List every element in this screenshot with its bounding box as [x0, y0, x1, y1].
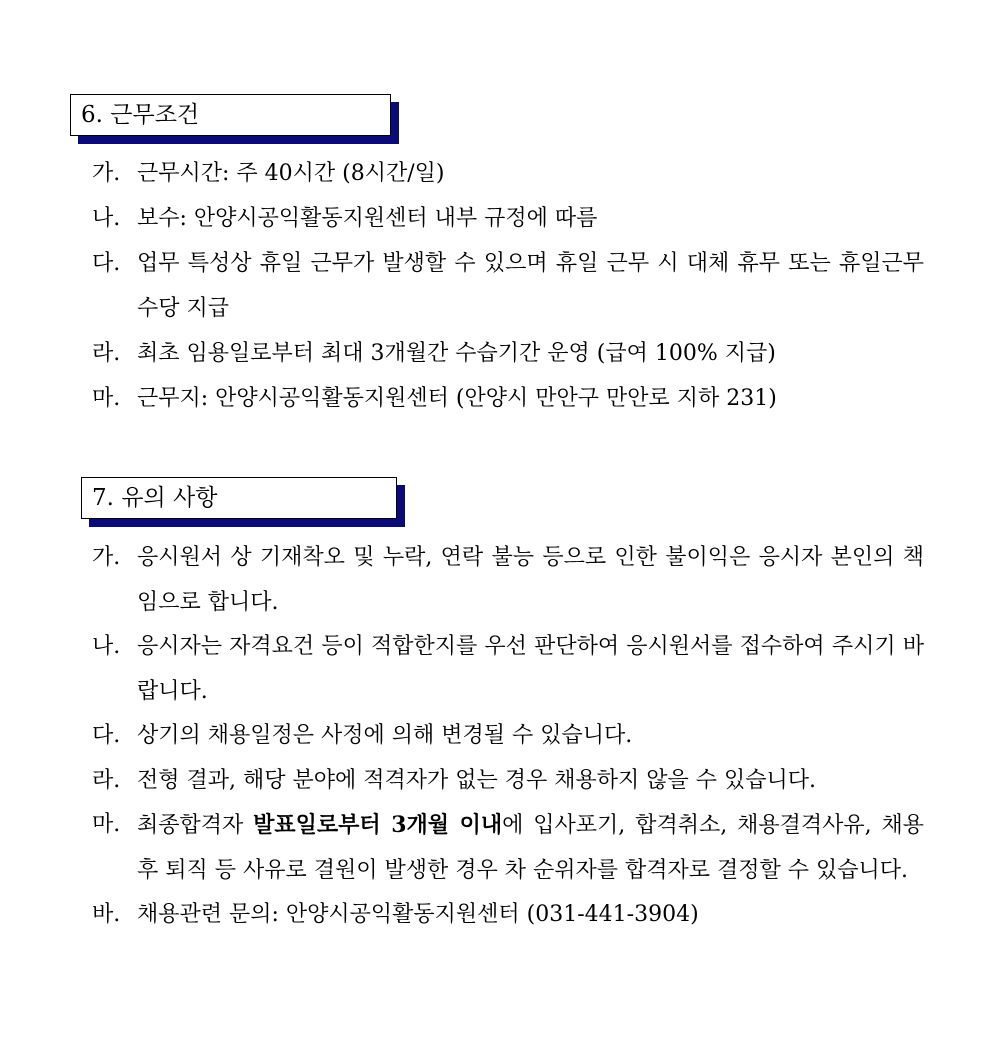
list-item-text: 전형 결과, 해당 분야에 적격자가 없는 경우 채용하지 않을 수 있습니다.	[137, 767, 816, 793]
list-item-text: 상기의 채용일정은 사정에 의해 변경될 수 있습니다.	[137, 723, 633, 748]
list-item-text-post: 에 입사포기, 합격취소, 채용결격사유, 채용 후 퇴직 등 사유로 결원이 발생한 경우 차 순위자를 합격자로 결정할 수 있습니다.	[137, 813, 924, 883]
list-item	[92, 376, 924, 421]
list-marker: 가.	[92, 161, 121, 186]
list-marker: 가.	[92, 545, 121, 570]
list-item-text	[92, 803, 924, 893]
list-item-text: 근무지: 안양시공익활동지원센터 (안양시 만안구 만안로 지하 231)	[137, 386, 777, 411]
list-item-text: 응시자는 자격요건 등이 적합한지를 우선 판단하여 응시원서를 접수하여 주시기 바랍니다.	[137, 634, 924, 704]
section-6-title: 6. 근무조건	[81, 102, 200, 128]
list-item	[92, 803, 924, 893]
list-item	[92, 241, 924, 331]
list-item	[92, 893, 924, 938]
list-item-text: 근무시간: 주 40시간 (8시간/일)	[137, 161, 445, 186]
list-item-text: 응시원서 상 기재착오 및 누락, 연락 불능 등으로 인한 불이익은 응시자 본인의 책임으로 합니다.	[137, 545, 924, 615]
list-marker: 나.	[92, 206, 121, 231]
list-item	[92, 151, 924, 196]
list-marker: 마.	[92, 386, 121, 411]
list-marker: 바.	[92, 902, 121, 927]
list-marker: 다.	[92, 251, 121, 276]
section-6-list	[92, 151, 924, 421]
list-marker: 나.	[92, 634, 121, 659]
list-item	[92, 331, 924, 376]
list-item-text-pre: 최종합격자	[137, 813, 254, 838]
list-marker: 라.	[92, 767, 121, 793]
emphasis-text: 발표일로부터 3개월 이내	[253, 812, 503, 838]
section-7-title: 7. 유의 사항	[92, 485, 218, 511]
list-marker: 라.	[92, 341, 121, 366]
list-marker: 마.	[92, 812, 121, 837]
list-item	[92, 759, 924, 804]
list-item	[92, 714, 924, 759]
section-7-title-box	[81, 477, 397, 519]
list-item-text: 채용관련 문의: 안양시공익활동지원센터 (031-441-3904)	[137, 902, 699, 927]
section-7-list	[92, 536, 924, 938]
list-item	[92, 536, 924, 625]
section-6-title-box	[70, 94, 391, 136]
list-item	[92, 196, 924, 241]
list-item-text: 최초 임용일로부터 최대 3개월간 수습기간 운영 (급여 100% 지급)	[137, 341, 776, 366]
list-marker: 다.	[92, 723, 121, 748]
list-item	[92, 625, 924, 714]
list-item-text: 업무 특성상 휴일 근무가 발생할 수 있으며 휴일 근무 시 대체 휴무 또는 휴일근무수당 지급	[137, 251, 924, 321]
list-item-text: 보수: 안양시공익활동지원센터 내부 규정에 따름	[137, 206, 598, 231]
